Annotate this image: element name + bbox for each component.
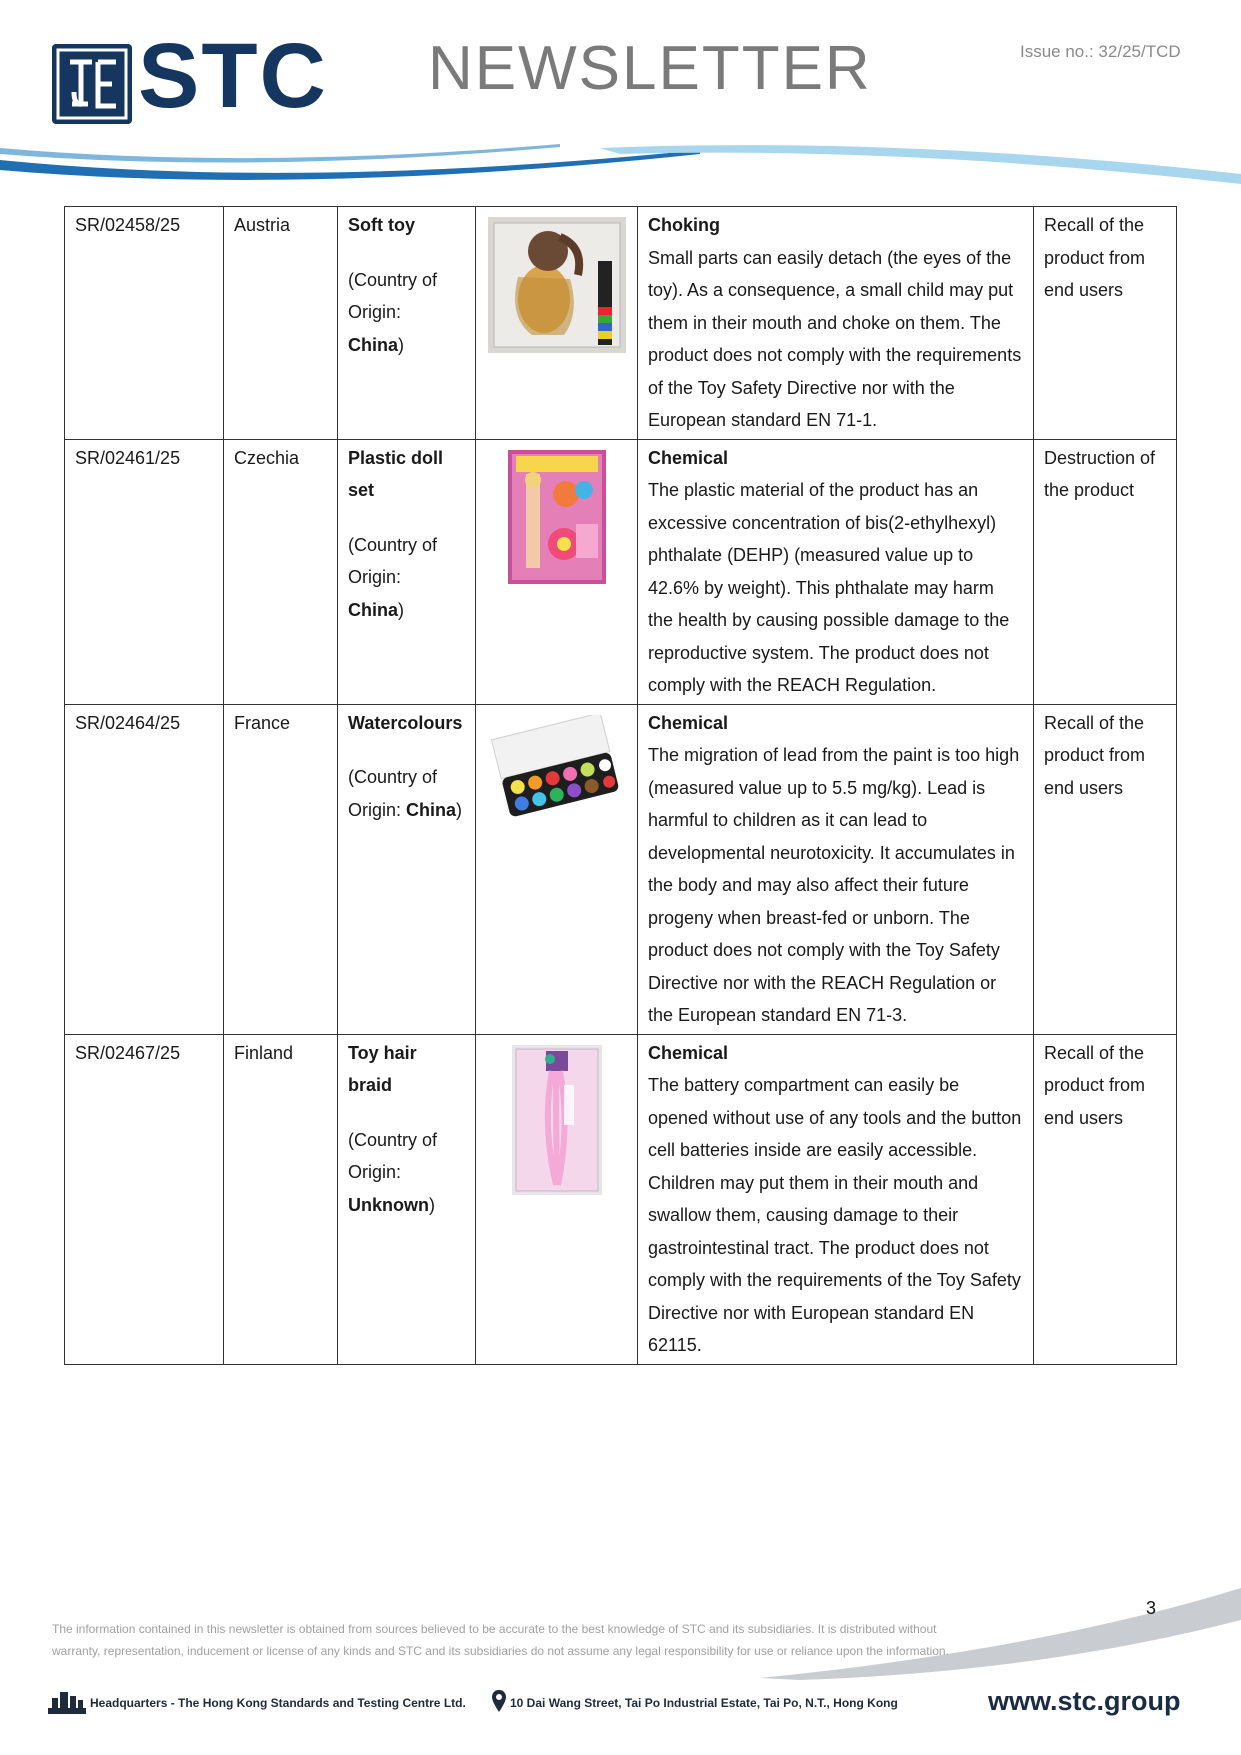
location-pin-icon	[492, 1690, 506, 1712]
origin-suffix: )	[398, 599, 405, 620]
measure-cell: Recall of the product from end users	[1034, 704, 1177, 1034]
disclaimer-line-2: warranty, representation, inducement or license of any kinds and STC and its subsidiaries do not assume any legal responsibility for use or reliance upon the information.	[52, 1644, 949, 1658]
origin-country: China	[406, 799, 457, 820]
product-cell	[338, 207, 476, 440]
table-row	[65, 704, 1177, 1034]
origin-suffix: )	[398, 334, 405, 355]
origin-line	[348, 794, 465, 827]
origin-label: Origin:	[348, 1162, 402, 1182]
ref-cell: SR/02467/25	[65, 1034, 224, 1364]
disclaimer-line-1: The information contained in this newsletter is obtained from sources believed to be accurate to the best knowledge of STC and its subsidiaries. It is distributed without	[52, 1622, 937, 1636]
stc-logo-icon	[52, 44, 132, 124]
footer-bar	[48, 1686, 1188, 1722]
origin-label: Origin:	[348, 799, 407, 820]
product-name: Watercolours	[348, 712, 463, 733]
newsletter-title: NEWSLETTER	[428, 34, 872, 103]
page-number: 3	[1146, 1598, 1157, 1618]
product-cell	[338, 439, 476, 704]
risk-cell	[638, 1034, 1034, 1364]
origin-prefix: (Country of	[348, 1129, 438, 1150]
ref-cell: SR/02461/25	[65, 439, 224, 704]
image-cell	[476, 1034, 638, 1364]
origin-prefix: (Country of	[348, 767, 438, 787]
issue-number: Issue no.: 32/25/TCD	[1020, 42, 1181, 61]
risk-type: Chemical	[648, 447, 729, 468]
risk-type: Chemical	[648, 712, 729, 733]
origin-prefix: (Country of	[348, 534, 438, 555]
website-link[interactable]: www.stc.group	[988, 1686, 1181, 1716]
risk-description: The plastic material of the product has an excessive concentration of bis(2-ethylhexyl) phthalate (DEHP) (measured value up to 42.6% by weight). This phthalate may harm the health by causing possible damage to the reproductive system. The product does not comply with the REACH Regulation.	[648, 480, 1010, 695]
risk-cell	[638, 704, 1034, 1034]
image-cell	[476, 207, 638, 440]
disclaimer	[52, 1618, 982, 1662]
page-header	[0, 0, 1241, 200]
risk-cell	[638, 207, 1034, 440]
risk-description: Small parts can easily detach (the eyes of the toy). As a consequence, a small child may put them in their mouth and choke on them. The product does not comply with the requirements of the Toy Safety Directive nor with the European standard EN 71-1.	[648, 247, 1022, 430]
risk-type: Choking	[648, 215, 720, 235]
product-name: Toy hair braid	[348, 1042, 417, 1095]
risk-type: Chemical	[648, 1042, 729, 1063]
risk-description: The battery compartment can easily be opened without use of any tools and the button cell batteries inside are easily accessible. Children may put them in their mouth and swallow them, causing damage to their gastrointestinal tract. The product does not comply with the requirements of the Toy Safety Directive nor with European standard EN 62115.	[648, 1075, 1022, 1355]
image-cell	[476, 439, 638, 704]
image-cell	[476, 704, 638, 1034]
table-row	[65, 439, 1177, 704]
measure-cell: Recall of the product from end users	[1034, 207, 1177, 440]
logo-wordmark: STC	[138, 25, 328, 127]
table-row	[65, 1034, 1177, 1364]
origin-line	[348, 594, 465, 627]
origin-label: Origin:	[348, 302, 402, 322]
doll-set-image	[508, 450, 606, 584]
measure-cell: Recall of the product from end users	[1034, 1034, 1177, 1364]
headquarters-text: Headquarters - The Hong Kong Standards and Testing Centre Ltd.	[90, 1696, 466, 1710]
country-cell: France	[224, 704, 338, 1034]
table-row	[65, 207, 1177, 440]
product-cell	[338, 1034, 476, 1364]
address-text: 10 Dai Wang Street, Tai Po Industrial Estate, Tai Po, N.T., Hong Kong	[510, 1696, 898, 1710]
header-swoosh	[0, 140, 1241, 200]
product-name: Plastic doll set	[348, 447, 444, 500]
origin-country: China	[348, 599, 399, 620]
origin-line	[348, 329, 465, 362]
origin-suffix: )	[456, 799, 463, 820]
risk-cell	[638, 439, 1034, 704]
hair-braid-image	[512, 1045, 602, 1195]
product-name: Soft toy	[348, 215, 415, 235]
origin-suffix: )	[429, 1194, 435, 1215]
building-icon	[48, 1690, 86, 1714]
origin-country: China	[348, 334, 399, 355]
product-alert-table	[64, 206, 1177, 1365]
ref-cell: SR/02458/25	[65, 207, 224, 440]
origin-prefix: (Country of	[348, 269, 438, 290]
watercolours-image	[487, 715, 627, 827]
product-cell	[338, 704, 476, 1034]
ref-cell: SR/02464/25	[65, 704, 224, 1034]
country-cell: Czechia	[224, 439, 338, 704]
measure-cell: Destruction of the product	[1034, 439, 1177, 704]
soft-toy-image	[488, 217, 626, 353]
country-cell: Finland	[224, 1034, 338, 1364]
origin-country: Unknown	[348, 1194, 429, 1215]
origin-line	[348, 1189, 465, 1222]
country-cell: Austria	[224, 207, 338, 440]
risk-description: The migration of lead from the paint is too high (measured value up to 5.5 mg/kg). Lead is harmful to children as it can lead to developmental neurotoxicity. It accumulates in the body and may also affect their future progeny when breast-fed or unborn. The product does not comply with the Toy Safety Directive nor with the REACH Regulation or the European standard EN 71-3.	[648, 745, 1020, 1025]
origin-label: Origin:	[348, 567, 402, 587]
